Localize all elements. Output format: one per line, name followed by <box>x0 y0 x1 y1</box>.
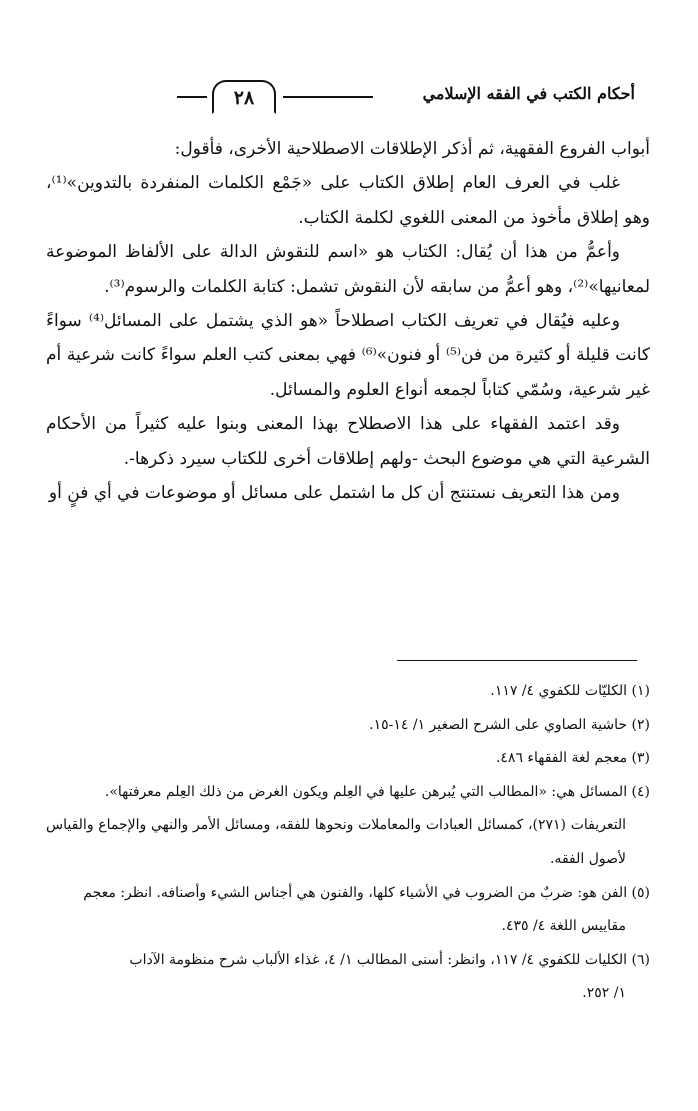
header-rule <box>177 96 207 98</box>
book-title: أحكام الكتب في الفقه الإسلامي <box>422 84 635 103</box>
paragraph: وأعمُّ من هذا أن يُقال: الكتاب هو «اسم للنقوش الدالة على الألفاظ الموضوعة لمعانيها»⁽²⁾، وهو أعمُّ من سابقه لأن النقوش تشمل: كتابة الكلمات والرسوم⁽³⁾. <box>46 242 650 297</box>
footnotes <box>46 675 650 1011</box>
footnote-separator <box>397 660 637 661</box>
footnote: (٣) معجم لغة الفقهاء ٤٨٦. <box>495 750 650 767</box>
footnote: (٦) الكليات للكفوي ٤/ ١١٧، وانظر: أسنى المطالب ١/ ٤، غذاء الألباب شرح منظومة الآداب <box>129 951 650 968</box>
footnote: (٥) الفن هو: ضربٌ من الضروب في الأشياء كلها، والفنون هي أجناس الشيء وأصنافه. انظر: معجم <box>83 884 650 901</box>
page-number: ٢٨ <box>212 80 276 114</box>
header-rule <box>283 96 373 98</box>
footnote-continuation: ١/ ٢٥٢. <box>582 985 626 1002</box>
paragraph: وعليه فيُقال في تعريف الكتاب اصطلاحاً «هو الذي يشتمل على المسائل⁽⁴⁾ سواءً كانت قليلة أو كثيرة من فن⁽⁵⁾ أو فنون»⁽⁶⁾ فهي بمعنى كتب العلم سواءً كانت شرعية أم غير شرعية، وسُمّي كتاباً لجمعه أنواع العلوم والمسائل. <box>46 311 650 400</box>
paragraph: غلب في العرف العام إطلاق الكتاب على «جَمْع الكلمات المنفردة بالتدوين»⁽¹⁾، وهو إطلاق مأخوذ من المعنى اللغوي لكلمة الكتاب. <box>46 173 650 228</box>
paragraph: أبواب الفروع الفقهية، ثم أذكر الإطلاقات الاصطلاحية الأخرى، فأقول: <box>174 139 650 159</box>
paragraph: ومن هذا التعريف نستنتج أن كل ما اشتمل على مسائل أو موضوعات في أي فنٍ أو <box>48 483 620 504</box>
footnote-continuation: التعريفات (٢٧١)، كمسائل العبادات والمعاملات ونحوها للفقه، ومسائل الأمر والنهي والإجماع والقياس لأصول الفقه. <box>46 817 626 867</box>
page-header <box>30 80 635 114</box>
footnote: (١) الكليّات للكفوي ٤/ ١١٧. <box>490 683 650 699</box>
main-text <box>46 132 650 510</box>
footnote: (٢) حاشية الصاوي على الشرح الصغير ١/ ١٤-١٥. <box>369 716 650 733</box>
footnote-continuation: مقاييس اللغة ٤/ ٤٣٥. <box>501 918 626 935</box>
footnote: (٤) المسائل هي: «المطالب التي يُبرهن عليها في العِلم ويكون الغرض من ذلك العِلم معرفتها». <box>104 783 650 800</box>
paragraph: وقد اعتمد الفقهاء على هذا الاصطلاح بهذا المعنى وبنوا عليه كثيراً من الأحكام الشرعية التي هي موضوع البحث -ولهم إطلاقات أخرى للكتاب سيرد ذكرها-. <box>46 414 650 469</box>
